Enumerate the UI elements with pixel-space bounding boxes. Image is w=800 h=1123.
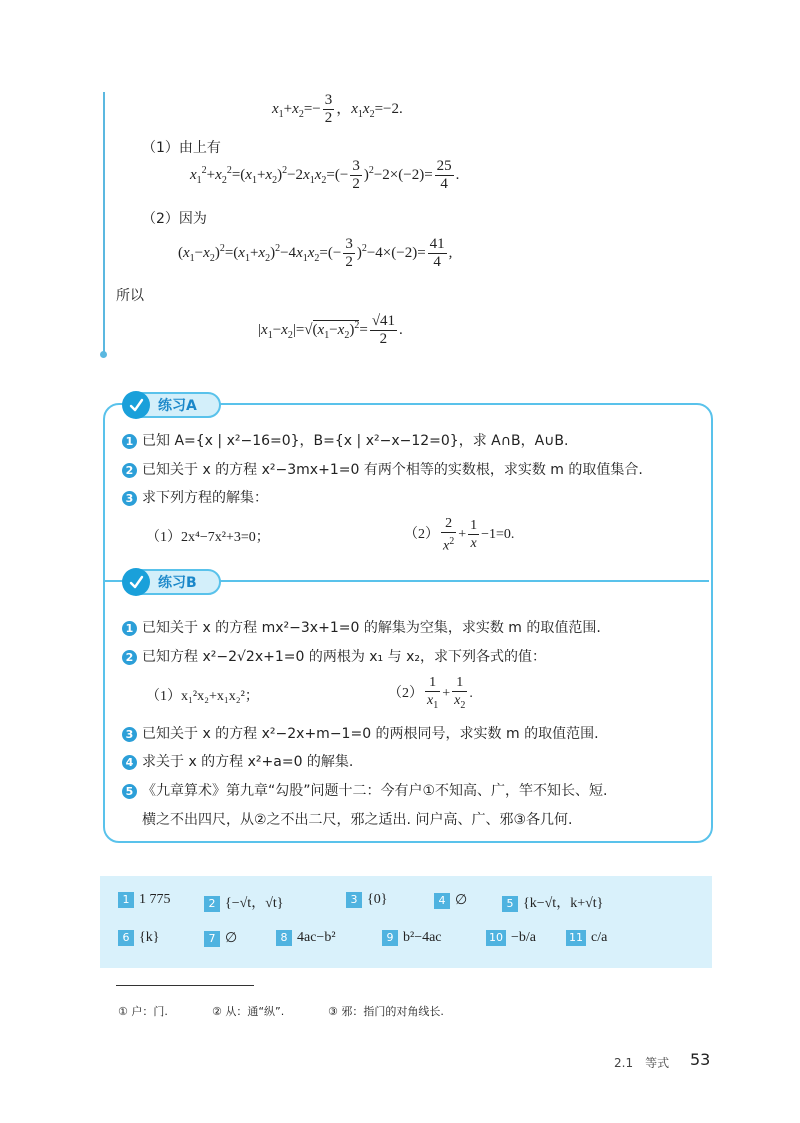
sum-num: 3 — [324, 92, 333, 108]
part2-equation: $(x_1-x_2)^2=(x_1+x_2)^2-4x_1x_2=(-$ $\frac{3}{2}$ )$^2$−4×(−2)= $\frac{41}{4}$ , — [178, 236, 453, 270]
footnote-2: ② 从：通“纵”. — [212, 1005, 285, 1018]
pencil-check-icon — [122, 391, 150, 419]
footer-section: 2.1 等式 — [614, 1056, 670, 1070]
exercise-b-sub-2: （2） $\frac{1}{x_1}$ + $\frac{1}{x_2}$ . — [388, 675, 473, 711]
exercise-b-tag — [123, 569, 221, 595]
answer-9: 9 b²−4ac — [382, 930, 442, 946]
footnote-3: ③ 邪：指门的对角线长. — [328, 1005, 444, 1018]
part1-equation: $x_1^2+x_2^2=(x_1+x_2)^2-2x_1x_2=(-$ $\frac{3}{2}$ )$^2$−2×(−2)= $\frac{25}{4}$ . — [190, 158, 460, 192]
answer-6: 6 {k} — [118, 930, 159, 946]
answer-2: 2 {−√t，√t} — [204, 892, 283, 912]
part1-label: （1）由上有 — [142, 140, 221, 156]
final-den: 2 — [379, 331, 388, 347]
footnote-rule — [116, 985, 254, 986]
exercise-a-item-2: 2 已知关于 x 的方程 x²−3mx+1=0 有两个相等的实数根，求实数 m 的取值集合. — [122, 459, 643, 479]
exercise-b-item-4: 4 求关于 x 的方程 x²+a=0 的解集. — [122, 751, 353, 771]
answer-8: 8 4ac−b² — [276, 930, 336, 946]
exercise-b-item-3: 3 已知关于 x 的方程 x²−2x+m−1=0 的两根同号，求实数 m 的取值范围. — [122, 723, 599, 743]
exercise-a-tag — [123, 392, 221, 418]
answer-10: 10 −b/a — [486, 930, 536, 946]
final-equation: $|x_1-x_2|=√(x_1-x_2)^2=$ $\frac{√41}{2}$ . — [258, 313, 403, 347]
exercise-b-item-5-cont: 横之不出四尺，从②之不出二尺，邪之适出. 问户高、广、邪③各几何. — [142, 812, 573, 828]
footnote-1: ① 户：门. — [118, 1005, 168, 1018]
answer-11: 11 c/a — [566, 930, 607, 946]
exercise-b-item-5: 5 《九章算术》第九章“勾股”问题十二：今有户①不知高、广，竿不知长、短. — [122, 780, 608, 800]
part2-result-num: 41 — [429, 236, 445, 252]
answer-box — [100, 876, 712, 968]
sum-product-line: $x_1+x_2=-$ $\frac{3}{2}$ ，$x_1x_2=-2$. — [272, 92, 403, 126]
answer-4: 4 ∅ — [434, 892, 467, 909]
page-number: 53 — [690, 1050, 711, 1069]
pencil-check-icon — [122, 568, 150, 596]
part2-label: （2）因为 — [142, 211, 207, 227]
final-num: √41 — [371, 313, 396, 329]
exercise-a-sub-2: （2） $\frac{2}{x^2}$ + $\frac{1}{x}$ −1=0. — [404, 516, 515, 554]
exercise-a-item-1: 1 已知 A={x | x²−16=0}，B={x | x²−x−12=0}，求 A∩B，A∪B. — [122, 430, 568, 450]
exercise-b-item-1: 1 已知关于 x 的方程 mx²−3x+1=0 的解集为空集，求实数 m 的取值范围. — [122, 617, 601, 637]
proof-bracket — [103, 92, 105, 354]
so-label: 所以 — [116, 288, 144, 304]
exercise-a-title: 练习A — [158, 398, 197, 414]
answer-5: 5 {k−√t，k+√t} — [502, 892, 603, 912]
exercise-b-title: 练习B — [158, 575, 197, 591]
part1-result-den: 4 — [440, 176, 448, 192]
answer-1: 1 1 775 — [118, 892, 171, 908]
exercise-a-item-3: 3 求下列方程的解集： — [122, 487, 268, 507]
exercise-a-sub-1: （1）2x⁴−7x²+3=0； — [146, 530, 270, 545]
answer-3: 3 {0} — [346, 892, 387, 908]
part2-result-den: 4 — [433, 254, 441, 270]
part1-result-num: 25 — [436, 158, 452, 174]
exercise-b-item-2: 2 已知方程 x²−2√2x+1=0 的两根为 x₁ 与 x₂，求下列各式的值： — [122, 646, 546, 666]
exercise-b-sub-1: （1）x₁²x₂+x₁x₂²； — [146, 689, 259, 704]
sum-den: 2 — [324, 110, 333, 126]
answer-7: 7 ∅ — [204, 930, 237, 947]
proof-bracket-dot — [100, 351, 107, 358]
